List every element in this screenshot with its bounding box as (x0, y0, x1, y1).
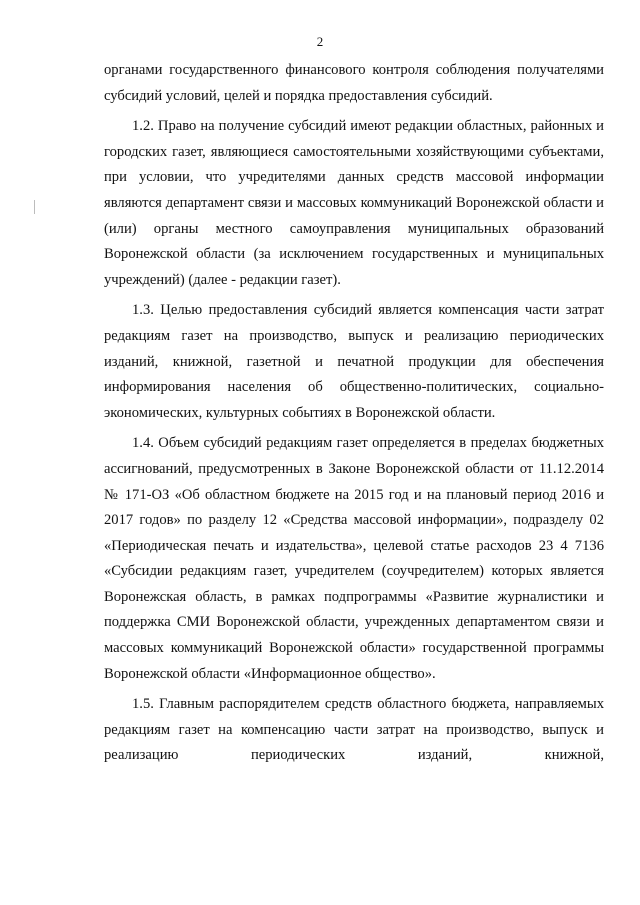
paragraph-continuation: органами государственного финансового контроля соблюдения получателями субсидий условий, целей и порядка предоставления субсидий. (104, 62, 604, 104)
paragraph-1-2: 1.2. Право на получение субсидий имеют редакции областных, районных и городских газет, являющиеся самостоятельными хозяйствующими субъектами, при условии, что учредителями данных средств массовой информации являются департамент связи и массовых коммуникаций Воронежской области и (или) органы местного самоуправления муниципальных образований Воронежской области (за исключением государственных и муниципальных учреждений) (далее - редакции газет). (104, 118, 604, 288)
paragraph-1-4: 1.4. Объем субсидий редакциям газет определяется в пределах бюджетных ассигнований, предусмотренных в Законе Воронежской области от 11.12.2014 № 171-ОЗ «Об областном бюджете на 2015 год и на плановый период 2016 и 2017 годов» по разделу 12 «Средства массовой информации», подразделу 02 «Периодическая печать и издательства», целевой статье расходов 23 4 7136 «Субсидии редакциям газет, учредителем (соучредителем) которых является Воронежская область, в рамках подпрограммы «Развитие журналистики и поддержка СМИ Воронежской области, учрежденных департаментом связи и массовых коммуникаций Воронежской области» государственной программы Воронежской области «Информационное общество». (104, 435, 604, 682)
paragraph-1-3: 1.3. Целью предоставления субсидий является компенсация части затрат редакциям газет на производство, выпуск и реализацию периодических изданий, книжной, газетной и печатной продукции для обеспечения информирования населения об общественно-политических, социально-экономических, культурных событиях в Воронежской области. (104, 302, 604, 421)
document-body (104, 58, 604, 774)
margin-mark (34, 200, 35, 214)
page-number: 2 (316, 34, 324, 49)
paragraph-1-5: 1.5. Главным распорядителем средств областного бюджета, направляемых редакциям газет на компенсацию части затрат на производство, выпуск и реализацию периодических изданий, книжной, (104, 696, 604, 764)
